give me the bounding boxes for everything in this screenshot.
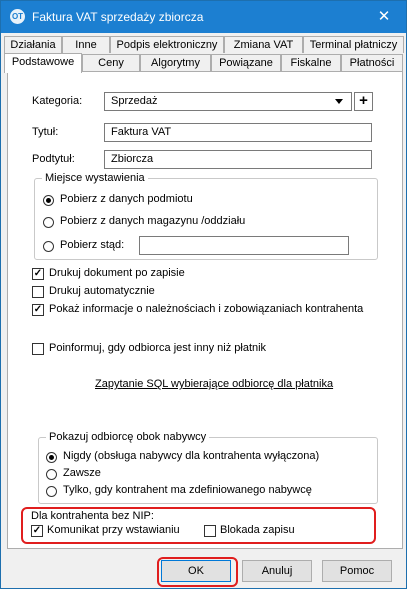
kategoria-value: Sprzedaż: [111, 95, 158, 107]
pobierz-stad-input[interactable]: [139, 236, 349, 255]
radio-pobierz-podmiot-label: Pobierz z danych podmiotu: [60, 193, 193, 205]
add-category-button[interactable]: +: [354, 92, 373, 111]
podtytul-label: Podtytuł:: [32, 153, 75, 165]
checkbox-drukuj-automatycznie[interactable]: [32, 286, 44, 298]
sql-odbiorca-link[interactable]: Zapytanie SQL wybierające odbiorcę dla płatnika: [95, 378, 334, 390]
komunikat-label: Komunikat przy wstawianiu: [47, 524, 180, 536]
blokada-label: Blokada zapisu: [220, 524, 295, 536]
checkbox-pokaz-informacje[interactable]: ✓: [33, 304, 43, 315]
tab-platnosci[interactable]: Płatności: [341, 54, 403, 71]
radio-tylko-gdy-label: Tylko, gdy kontrahent ma zdefiniowanego nabywcę: [63, 484, 312, 496]
kategoria-select[interactable]: [104, 92, 352, 111]
radio-zawsze[interactable]: [46, 469, 57, 480]
tab-dzialania[interactable]: Działania: [4, 36, 62, 53]
nip-label: Dla kontrahenta bez NIP:: [31, 510, 154, 522]
pokazuj-odbiorce-group: [38, 431, 378, 504]
tab-podstawowe[interactable]: Podstawowe: [4, 53, 82, 73]
radio-pobierz-stad-label: Pobierz stąd:: [60, 239, 125, 251]
help-button[interactable]: Pomoc: [322, 560, 392, 582]
podtytul-input[interactable]: Zbiorcza: [104, 150, 372, 169]
cancel-button[interactable]: Anuluj: [242, 560, 312, 582]
chevron-down-icon: [335, 99, 343, 104]
tab-podpis-elektroniczny[interactable]: Podpis elektroniczny: [110, 36, 224, 53]
radio-tylko-gdy[interactable]: [46, 486, 57, 497]
ok-button[interactable]: OK: [161, 560, 231, 582]
checkbox-poinformuj[interactable]: [32, 343, 44, 355]
title-bar: [1, 1, 406, 33]
radio-nigdy[interactable]: [46, 452, 57, 463]
pokazuj-odbiorce-legend: Pokazuj odbiorcę obok nabywcy: [46, 431, 209, 443]
tab-panel-podstawowe: [7, 71, 403, 549]
kategoria-label: Kategoria:: [32, 95, 83, 107]
radio-pobierz-stad[interactable]: [43, 241, 54, 252]
poinformuj-label: Poinformuj, gdy odbiorca jest inny niż płatnik: [49, 342, 267, 354]
radio-pobierz-magazyn[interactable]: [43, 217, 54, 228]
tab-terminal-platniczy[interactable]: Terminal płatniczy: [303, 36, 404, 53]
radio-nigdy-label: Nigdy (obsługa nabywcy dla kontrahenta wyłączona): [63, 450, 320, 462]
miejsce-wystawienia-legend: Miejsce wystawienia: [42, 172, 148, 184]
app-logo-icon: OT: [10, 9, 25, 24]
checkbox-blokada[interactable]: [204, 525, 216, 537]
tytul-label: Tytuł:: [32, 126, 59, 138]
pokaz-informacje-label: Pokaż informacje o należnościach i zobowiązaniach kontrahenta: [49, 303, 364, 315]
tab-ceny[interactable]: Ceny: [82, 54, 140, 71]
radio-pobierz-podmiot[interactable]: [43, 195, 54, 206]
tab-powiazane[interactable]: Powiązane: [211, 54, 281, 71]
checkbox-drukuj-po-zapisie[interactable]: ✓: [33, 268, 43, 279]
radio-zawsze-label: Zawsze: [63, 467, 101, 479]
window-title: Faktura VAT sprzedaży zbiorcza: [32, 10, 204, 24]
tytul-input[interactable]: Faktura VAT: [104, 123, 372, 142]
radio-pobierz-magazyn-label: Pobierz z danych magazynu /oddziału: [60, 215, 246, 227]
drukuj-po-zapisie-label: Drukuj dokument po zapisie: [49, 267, 185, 279]
drukuj-automatycznie-label: Drukuj automatycznie: [49, 285, 155, 297]
tab-inne[interactable]: Inne: [62, 36, 110, 53]
tab-fiskalne[interactable]: Fiskalne: [281, 54, 341, 71]
tab-zmiana-vat[interactable]: Zmiana VAT: [224, 36, 303, 53]
checkbox-komunikat[interactable]: ✓: [32, 525, 42, 536]
close-icon[interactable]: ✕: [377, 8, 391, 25]
miejsce-wystawienia-group: [34, 172, 378, 260]
tab-algorytmy[interactable]: Algorytmy: [140, 54, 211, 71]
